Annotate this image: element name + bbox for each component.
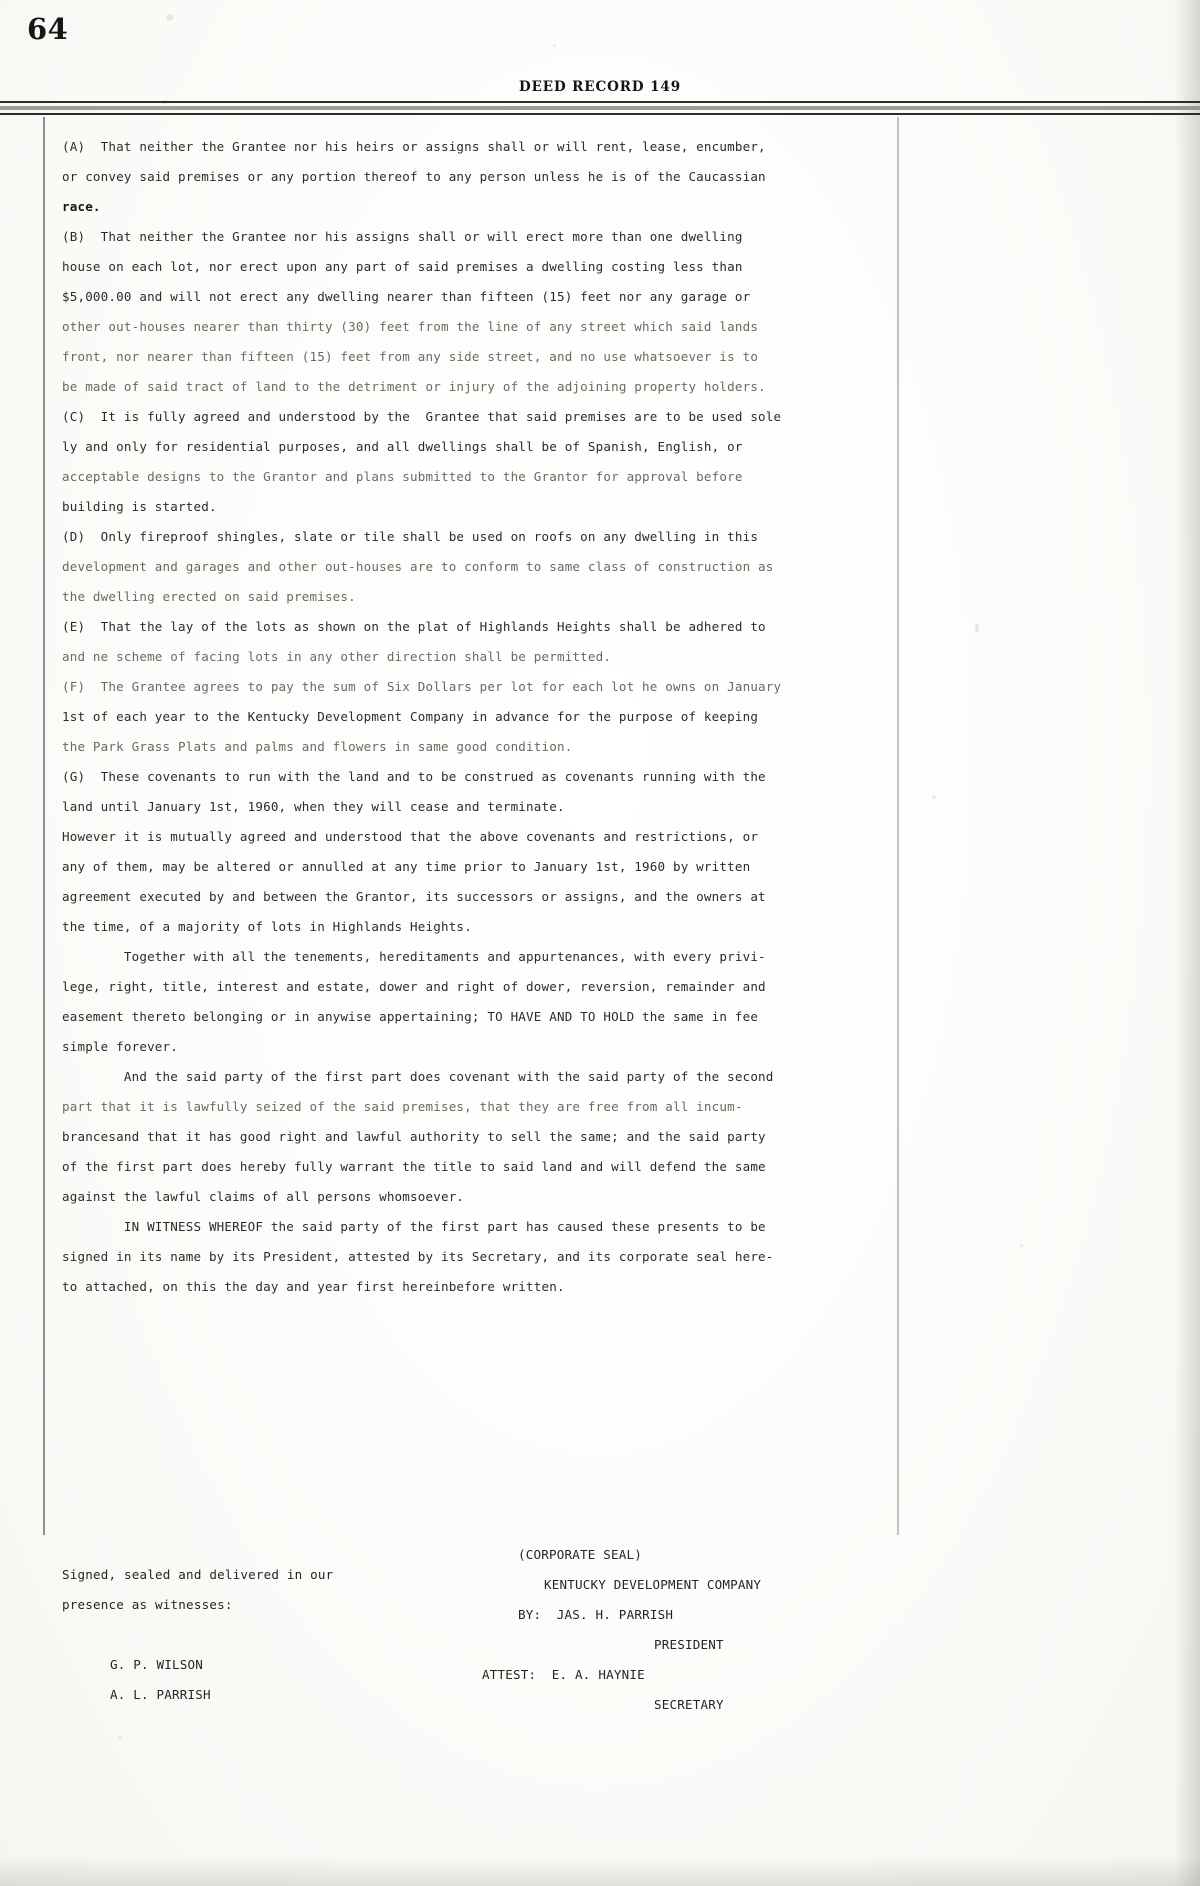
corporate-seal-label: (CORPORATE SEAL) [518, 1547, 643, 1562]
witness-intro-line: Signed, sealed and delivered in our [62, 1567, 334, 1582]
covenant-c-line: acceptable designs to the Grantor and plans submitted to the Grantor for approval before [62, 469, 743, 484]
covenant-f-line: the Park Grass Plats and palms and flowers in same good condition. [62, 739, 573, 754]
covenant-d-line: the dwelling erected on said premises. [62, 589, 356, 604]
witness-name: G. P. WILSON [110, 1657, 204, 1672]
habendum-clause-line: easement thereto belonging or in anywise appertaining; TO HAVE AND TO HOLD the same in fee [62, 1009, 759, 1024]
witness-spacer [62, 1620, 462, 1650]
scan-edge-shadow-right [1174, 0, 1200, 1886]
attest-label: ATTEST: [482, 1667, 537, 1682]
amendment-clause-line: the time, of a majority of lots in Highlands Heights. [62, 919, 472, 934]
scan-speck [166, 14, 173, 21]
warranty-clause-line: of the first part does hereby fully warrant the title to said land and will defend the same [62, 1159, 766, 1174]
witness-signature-column [62, 1560, 462, 1710]
president-title: PRESIDENT [654, 1637, 724, 1652]
habendum-clause-line: lege, right, title, interest and estate, dower and right of dower, reversion, remainder and [62, 979, 766, 994]
header-rule-bottom [0, 113, 1200, 115]
header-rule-top [0, 101, 1200, 103]
secretary-title: SECRETARY [654, 1697, 724, 1712]
grantor-signature-column [482, 1540, 902, 1720]
covenant-e-line: and ne scheme of facing lots in any other direction shall be permitted. [62, 649, 612, 664]
covenant-b-line: be made of said tract of land to the detriment or injury of the adjoining property holders. [62, 379, 766, 394]
left-margin-rule [43, 117, 45, 1535]
amendment-clause-line: agreement executed by and between the Grantor, its successors or assigns, and the owners at [62, 889, 766, 904]
company-name: KENTUCKY DEVELOPMENT COMPANY [544, 1577, 762, 1592]
covenant-a-line: or convey said premises or any portion thereof to any person unless he is of the Caucassian [62, 169, 766, 184]
covenant-b-line: other out-houses nearer than thirty (30) feet from the line of any street which said lands [62, 319, 759, 334]
warranty-clause-line: against the lawful claims of all persons whomsoever. [62, 1189, 465, 1204]
covenant-c-line: building is started. [62, 499, 217, 514]
attest-name: E. A. HAYNIE [551, 1667, 645, 1682]
witness-intro-line: presence as witnesses: [62, 1597, 233, 1612]
witness-name: A. L. PARRISH [110, 1687, 211, 1702]
signed-by-label: BY: [518, 1607, 542, 1622]
witness-clause-line: to attached, on this the day and year first hereinbefore written. [62, 1279, 565, 1294]
covenant-a-line: (A) That neither the Grantee nor his heirs or assigns shall or will rent, lease, encumber, [62, 139, 766, 154]
covenant-b-line: $5,000.00 and will not erect any dwelling nearer than fifteen (15) feet nor any garage or [62, 289, 751, 304]
habendum-clause-line: simple forever. [62, 1039, 179, 1054]
covenant-b-line: front, nor nearer than fifteen (15) feet from any side street, and no use whatsoever is to [62, 349, 759, 364]
warranty-clause-line: brancesand that it has good right and lawful authority to sell the same; and the said party [62, 1129, 766, 1144]
scan-speck [118, 1736, 123, 1739]
document-body [62, 132, 902, 1302]
amendment-clause-line: However it is mutually agreed and understood that the above covenants and restrictions, or [62, 829, 759, 844]
header-rule-middle [0, 106, 1200, 110]
covenant-c-line: (C) It is fully agreed and understood by the Grantee that said premises are to be used sole [62, 409, 782, 424]
scan-speck [553, 44, 556, 47]
covenant-b-line: (B) That neither the Grantee nor his assigns shall or will erect more than one dwelling [62, 229, 743, 244]
witness-clause-line: signed in its name by its President, attested by its Secretary, and its corporate seal here- [62, 1249, 774, 1264]
covenant-d-line: development and garages and other out-houses are to conform to same class of construction as [62, 559, 774, 574]
covenant-b-line: house on each lot, nor erect upon any part of said premises a dwelling costing less than [62, 259, 743, 274]
signed-by-name: JAS. H. PARRISH [556, 1607, 674, 1622]
amendment-clause-line: any of them, may be altered or annulled at any time prior to January 1st, 1960 by written [62, 859, 751, 874]
covenant-d-line: (D) Only fireproof shingles, slate or tile shall be used on roofs on any dwelling in this [62, 529, 759, 544]
scan-edge-shadow-bottom [0, 1856, 1200, 1886]
record-title: DEED RECORD 149 [518, 79, 681, 95]
page-number: 64 [27, 12, 69, 46]
scan-speck [1020, 1244, 1023, 1247]
covenant-e-line: (E) That the lay of the lots as shown on the plat of Highlands Heights shall be adhered to [62, 619, 766, 634]
covenant-c-line: ly and only for residential purposes, and all dwellings shall be of Spanish, English, or [62, 439, 743, 454]
scan-speck [975, 624, 979, 633]
scan-speck [932, 795, 936, 799]
signed-by-line [482, 1600, 902, 1630]
attest-line [482, 1660, 902, 1690]
covenant-f-line: (F) The Grantee agrees to pay the sum of Six Dollars per lot for each lot he owns on January [62, 679, 782, 694]
habendum-clause-line: Together with all the tenements, hereditaments and appurtenances, with every privi- [62, 949, 766, 964]
warranty-clause-line: And the said party of the first part does covenant with the said party of the second [62, 1069, 774, 1084]
witness-clause-line: IN WITNESS WHEREOF the said party of the first part has caused these presents to be [62, 1219, 766, 1234]
covenant-g-line: land until January 1st, 1960, when they will cease and terminate. [62, 799, 565, 814]
covenant-g-line: (G) These covenants to run with the land and to be construed as covenants running with the [62, 769, 766, 784]
covenant-f-line: 1st of each year to the Kentucky Development Company in advance for the purpose of keeping [62, 709, 759, 724]
covenant-a-line: race. [62, 199, 101, 214]
warranty-clause-line: part that it is lawfully seized of the said premises, that they are free from all incum- [62, 1099, 743, 1114]
